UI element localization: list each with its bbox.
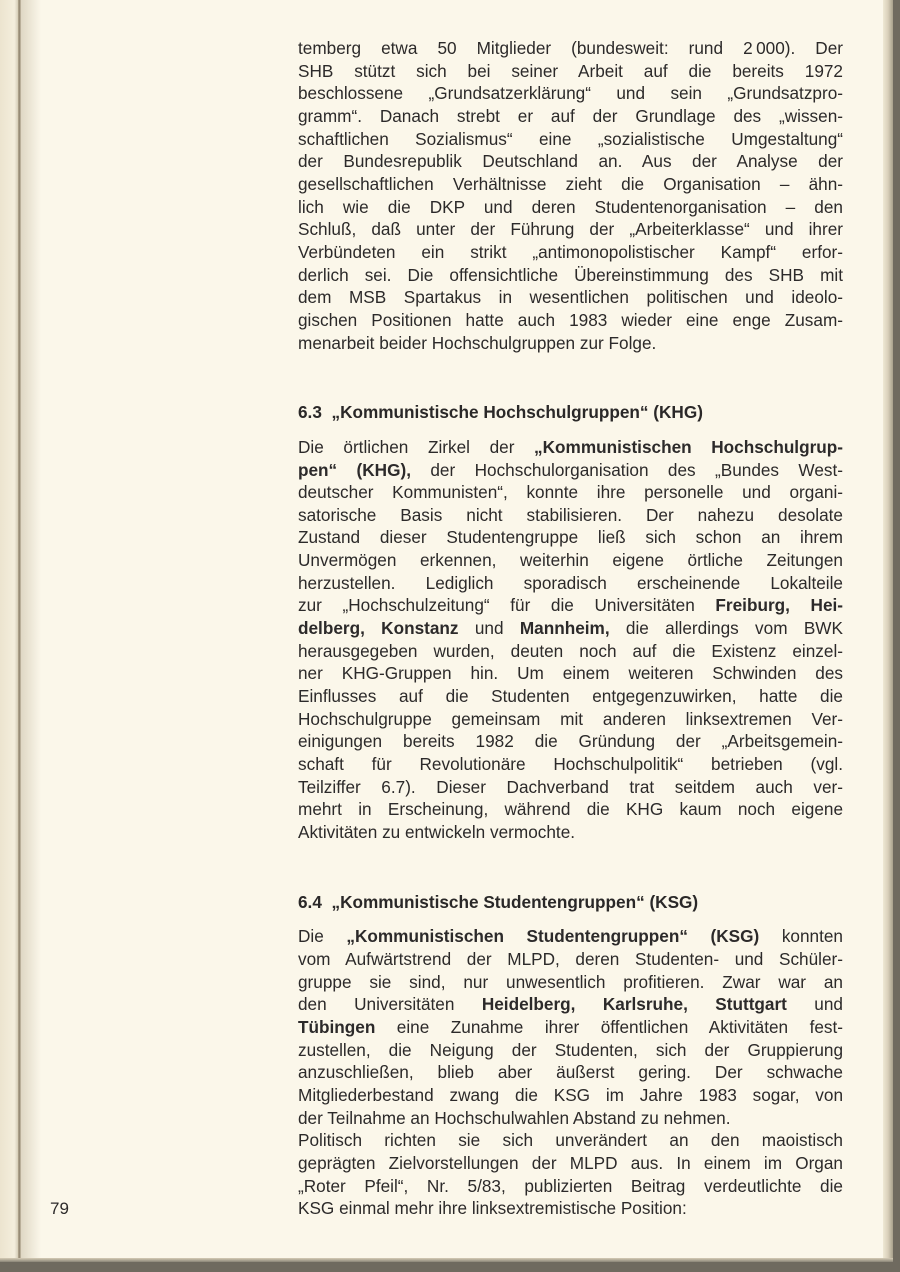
text-line	[298, 708, 843, 731]
text-run: Die örtlichen Zirkel der	[298, 436, 535, 457]
text-line: KSG einmal mehr ihre linksextremistische Position:	[298, 1198, 687, 1219]
text-run: deutscher Kommunisten“, konnte ihre personelle und organi-	[298, 482, 843, 503]
text-line	[298, 776, 843, 799]
text-line	[298, 685, 843, 708]
bold-text: Heidelberg, Karlsruhe, Stuttgart	[481, 994, 787, 1015]
page-number: 79	[50, 1199, 69, 1218]
text-run: Die	[298, 926, 347, 947]
text-line: menarbeit beider Hochschulgruppen zur Folge.	[298, 332, 657, 353]
text-run: der Teilnahme an Hochschulwahlen Abstand zu nehmen.	[298, 1107, 731, 1128]
bold-text: Freiburg, Hei-	[715, 595, 843, 616]
section-heading-6-4	[298, 891, 843, 914]
section-6-4-paragraph-1	[298, 925, 843, 1129]
bold-text: Tübingen	[298, 1016, 376, 1037]
section-title: „Kommunistische Studentengruppen“ (KSG)	[331, 891, 699, 912]
text-run: einigungen bereits 1982 die Gründung der „Arbeitsgemein-	[298, 731, 843, 752]
page-right-edge	[883, 0, 893, 1262]
text-run: Zustand dieser Studentengruppe ließ sich schon an ihrem	[298, 527, 843, 548]
text-run: und	[458, 618, 520, 639]
section-heading-6-3	[298, 401, 843, 424]
text-line: „Roter Pfeil“, Nr. 5/83, publizierten Beitrag verdeutlichte die	[298, 1175, 843, 1196]
text-line: schaftlichen Sozialismus“ eine „sozialistische Umgestaltung“	[298, 128, 843, 149]
text-line: Politisch richten sie sich unverändert an den maoistisch	[298, 1130, 843, 1151]
text-run: die allerdings vom BWK	[609, 618, 843, 639]
text-run: Mitgliederbestand zwang die KSG im Jahre 1983 sogar, von	[298, 1084, 843, 1105]
text-line	[298, 1039, 843, 1062]
text-run: anzuschließen, blieb aber äußerst gering. Der schwache	[298, 1062, 843, 1083]
text-run: und	[786, 994, 843, 1015]
heading-spacer	[298, 913, 843, 925]
text-line	[298, 993, 843, 1016]
text-line	[298, 948, 843, 971]
page-fold-shadow	[21, 0, 41, 1262]
text-line: Schluß, daß unter der Führung der „Arbeiterklasse“ und ihrer	[298, 219, 843, 240]
section-title: „Kommunistische Hochschulgruppen“ (KHG)	[331, 402, 703, 423]
text-line: SHB stützt sich bei seiner Arbeit auf die bereits 1972	[298, 60, 843, 81]
text-run: satorische Basis nicht stabilisieren. Der nahezu desolate	[298, 504, 843, 525]
text-run: mehrt in Erscheinung, während die KHG kaum noch eigene	[298, 799, 843, 820]
text-run: Hochschulgruppe gemeinsam mit anderen linksextremen Ver-	[298, 708, 843, 729]
heading-spacer	[298, 424, 843, 436]
text-line: dem MSB Spartakus in wesentlichen politischen und ideolo-	[298, 287, 843, 308]
text-line	[298, 1107, 843, 1130]
bold-text: „Kommunistischen Hochschulgrup-	[534, 436, 843, 457]
text-line: Verbündeten ein strikt „antimonopolistischer Kampf“ erfor-	[298, 241, 843, 262]
text-run: schaft für Revolutionäre Hochschulpolitik“ betrieben (vgl.	[298, 754, 843, 775]
text-line	[298, 594, 843, 617]
text-run: vom Aufwärtstrend der MLPD, deren Studenten- und Schüler-	[298, 948, 843, 969]
text-line: gramm“. Danach strebt er auf der Grundlage des „wissen-	[298, 105, 843, 126]
text-run: herzustellen. Lediglich sporadisch erscheinende Lokalteile	[298, 572, 843, 593]
text-line: lich wie die DKP und deren Studentenorganisation – den	[298, 196, 843, 217]
text-line	[298, 617, 843, 640]
text-column	[298, 37, 843, 1220]
text-line: geprägten Zielvorstellungen der MLPD aus. In einem im Organ	[298, 1152, 843, 1173]
text-line: gesellschaftlichen Verhältnisse zieht die Organisation – ähn-	[298, 173, 843, 194]
text-run: Unvermögen erkennen, weiterhin eigene örtliche Zeitungen	[298, 550, 843, 571]
text-line	[298, 662, 843, 685]
text-line	[298, 753, 843, 776]
bold-text: „Kommunistischen Studentengruppen“ (KSG)	[346, 926, 760, 947]
text-run: Einflusses auf die Studenten entgegenzuwirken, hatte die	[298, 686, 843, 707]
text-run: zustellen, die Neigung der Studenten, sich der Gruppierung	[298, 1039, 843, 1060]
section-6-3-paragraph	[298, 436, 843, 844]
text-run: zur „Hochschulzeitung“ für die Universitäten	[298, 595, 716, 616]
text-line: derlich sei. Die offensichtliche Übereinstimmung des SHB mit	[298, 264, 843, 285]
text-run: eine Zunahme ihrer öffentlichen Aktivitäten fest-	[375, 1016, 843, 1037]
text-line	[298, 925, 843, 948]
section-6-4-paragraph-2	[298, 1129, 843, 1220]
text-line	[298, 504, 843, 527]
intro-paragraph	[298, 37, 843, 354]
text-run: Aktivitäten zu entwickeln vermochte.	[298, 822, 576, 842]
text-line	[298, 821, 843, 844]
text-line	[298, 1016, 843, 1039]
text-line	[298, 798, 843, 821]
text-line	[298, 640, 843, 663]
text-run: herausgegeben wurden, deuten noch auf die Existenz einzel-	[298, 640, 843, 661]
section-spacer	[298, 844, 843, 891]
section-spacer	[298, 354, 843, 401]
text-run: konnten	[759, 926, 843, 947]
text-run: den Universitäten	[298, 994, 482, 1015]
text-line	[298, 549, 843, 572]
text-line	[298, 730, 843, 753]
text-run: gruppe sie sind, nur unwesentlich profitieren. Zwar war an	[298, 971, 843, 992]
text-line	[298, 1084, 843, 1107]
text-line	[298, 1061, 843, 1084]
text-line	[298, 971, 843, 994]
text-line	[298, 526, 843, 549]
text-line	[298, 481, 843, 504]
bold-text: pen“ (KHG),	[298, 459, 411, 480]
section-number: 6.3	[298, 402, 322, 423]
page-spine	[0, 0, 18, 1262]
text-line	[298, 572, 843, 595]
bold-text: delberg, Konstanz	[298, 618, 459, 639]
text-line: gischen Positionen hatte auch 1983 wieder eine enge Zusam-	[298, 309, 843, 330]
text-line	[298, 436, 843, 459]
text-run: Teilziffer 6.7). Dieser Dachverband trat seitdem auch ver-	[298, 776, 843, 797]
text-line: temberg etwa 50 Mitglieder (bundesweit: rund 2 000). Der	[298, 38, 843, 58]
text-run: ner KHG-Gruppen hin. Um einem weiteren Schwinden des	[298, 663, 843, 684]
text-run: der Hochschulorganisation des „Bundes West-	[410, 459, 843, 480]
text-line: beschlossene „Grundsatzerklärung“ und sein „Grundsatzpro-	[298, 83, 843, 104]
bold-text: Mannheim,	[519, 618, 610, 639]
section-number: 6.4	[298, 891, 322, 912]
page-bottom-edge	[0, 1258, 893, 1262]
text-line: der Bundesrepublik Deutschland an. Aus der Analyse der	[298, 151, 843, 172]
text-line	[298, 459, 843, 482]
